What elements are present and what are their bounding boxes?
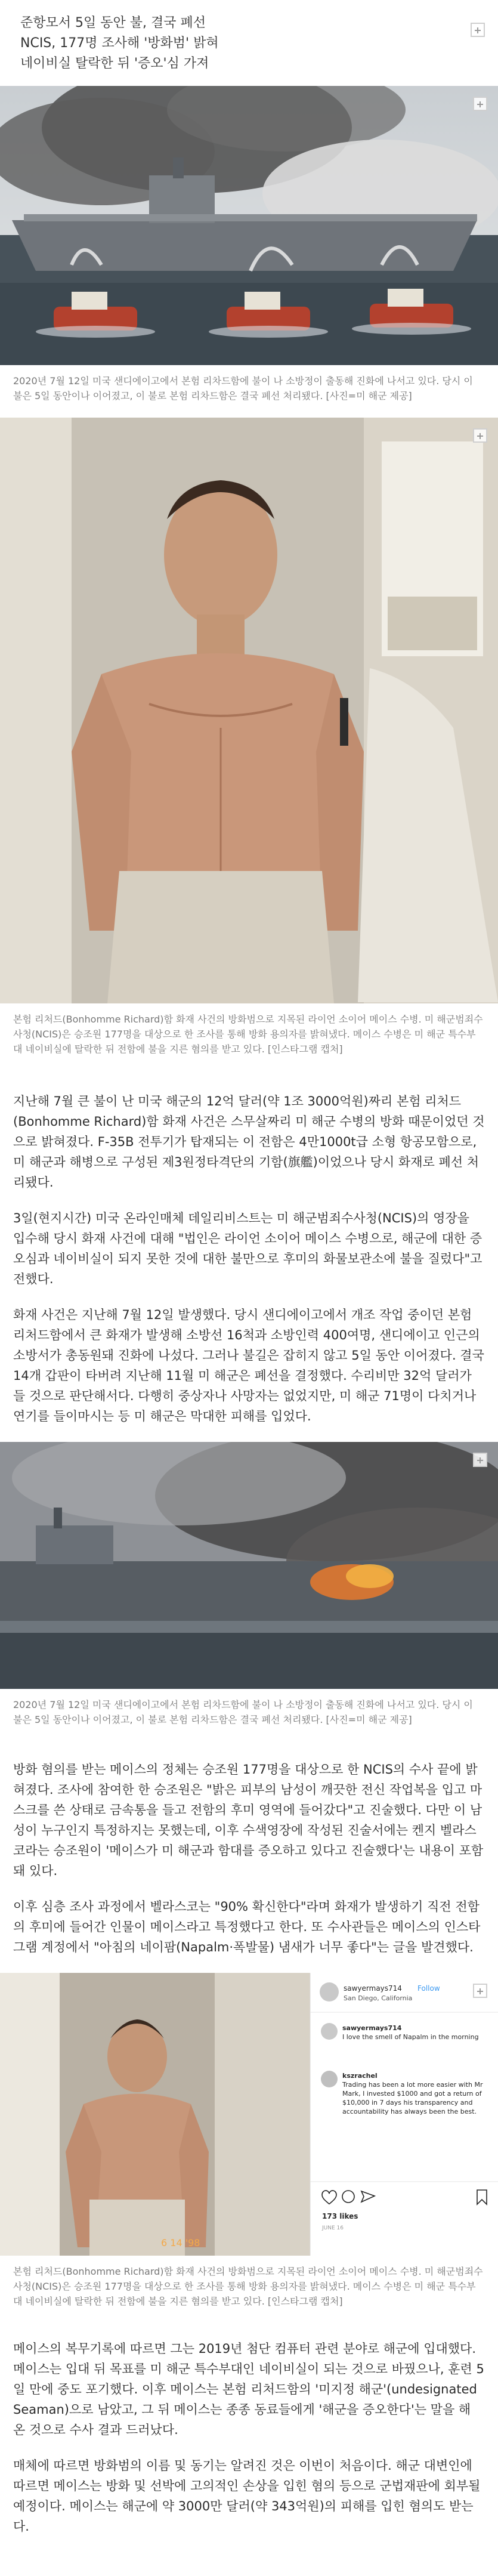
photo-caption: 본험 리처드(Bonhomme Richard)함 화재 사건의 방화범으로 지목된 라이언 소이어 메이스 수병. 미 해군범죄수사청(NCIS)은 승조원 177명을 대상으로 한 조사를 통해 방화 용의자를 밝혀냈다. 메이스 수병은 미 해군 특수부대 네이비실에 탈락한 뒤 전함에 불을 지른 혐의를 받고 있다. [인스타그램 캡처]: [0, 1003, 498, 1071]
ig-username: sawyermays714: [344, 1984, 402, 1993]
headline-line: 준항모서 5일 동안 불, 결국 폐선: [20, 16, 206, 30]
ig-location: San Diego, California: [344, 1994, 413, 2002]
zoom-icon[interactable]: [473, 428, 487, 443]
article-body: [0, 1741, 498, 1957]
article-paragraph: 지난해 7월 큰 불이 난 미국 해군의 12억 달러(약 1조 3000억원)짜리 본험 리처드(Bonhomme Richard)함 화재 사건은 스무살짜리 미 해군 수병의 방화 때문이었던 것으로 밝혀졌다. F-35B 전투기가 탑재되는 이 전함은 4만1000t급 소형 항공모함으로, 미 해군과 해병으로 구성된 제3원정타격단의 기함(旗艦)이었으나 당시 화재로 폐선 처리됐다.: [13, 1094, 485, 1190]
article-body: [0, 1071, 498, 1426]
suspect-portrait-photo: [0, 418, 498, 1003]
article-paragraph: 3일(현지시간) 미국 온라인매체 데일리비스트는 미 해군범죄수사청(NCIS)의 영장을 입수해 당시 화재 사건에 대해 "법인은 라이언 소이어 메이스 수병으로, 해군에 대한 증오심과 네이비실이 되지 못한 것에 대한 불만으로 후미의 화물보관소에 불을 질렀다"고 전했다.: [13, 1211, 482, 1286]
article-paragraph: 이후 심층 조사 과정에서 벨라스코는 "90% 확신한다"라며 화재가 발생하기 직전 전함의 후미에 들어간 인물이 메이스라고 특정했다고 한다. 또 수사관들은 메이스의 인스타그램 계정에서 "아침의 네이팜(Napalm·폭발물) 냄새가 너무 좋다"는 글을 발견했다.: [13, 1899, 481, 1954]
photo-caption: 본험 리처드(Bonhomme Richard)함 화재 사건의 방화범으로 지목된 라이언 소이어 메이스 수병. 미 해군범죄수사청(NCIS)은 승조원 177명을 대상으로 한 조사를 통해 방화 용의자를 밝혀냈다. 메이스 수병은 미 해군 특수부대 네이비실에 탈락한 뒤 전함에 불을 지른 혐의를 받고 있다. [인스타그램 캡처]: [0, 2256, 498, 2323]
ig-comment-user: kszrachel: [342, 2072, 378, 2080]
instagram-screenshot: [0, 1973, 498, 2256]
article-body: [0, 2323, 498, 2576]
article-paragraph: 매체에 따르면 방화범의 이름 및 동기는 알려진 것은 이번이 처음이다. 해군 대변인에 따르면 메이스는 방화 및 선박에 고의적인 손상을 입힌 혐의 등으로 군법재판에 회부될 예정이다. 메이스는 해군에 약 3000만 달러(약 343억원)의 피해를 입힌 혐의도 받는다.: [13, 2458, 481, 2534]
ig-follow: Follow: [417, 1984, 440, 1993]
zoom-icon[interactable]: [471, 23, 485, 37]
photo-suspect-portrait: [0, 418, 498, 1003]
ig-comment-text: Trading has been a lot more easier with Mr Mark, I invested $1000 and got a return of $10,000 in 7 days his transparency and accountability has always been the best.: [342, 2081, 483, 2115]
photo-date-stamp: 6 14 '98: [161, 2237, 200, 2248]
headline-box: [0, 0, 498, 86]
headline-line: NCIS, 177명 조사해 '방화범' 밝혀: [20, 36, 219, 51]
headline-line: 네이비실 탈락한 뒤 '증오'심 가져: [20, 56, 209, 71]
photo-instagram-capture: [0, 1973, 498, 2256]
photo-ship-fire-2: [0, 1442, 498, 1689]
photo-ship-fire-1: [0, 86, 498, 365]
ig-date: JUNE 16: [322, 2225, 344, 2231]
zoom-icon[interactable]: [473, 97, 487, 111]
ig-likes: 173 likes: [322, 2212, 358, 2220]
zoom-icon[interactable]: [473, 1453, 487, 1467]
ig-comment-text: I love the smell of Napalm in the morning: [342, 2033, 479, 2041]
photo-caption: 2020년 7월 12일 미국 샌디에이고에서 본험 리차드함에 불이 나 소방정이 출동해 진화에 나서고 있다. 당시 이 불은 5일 동안이나 이어졌고, 이 불로 본험 리차드함은 결국 폐선 처리됐다. [사진=미 해군 제공]: [0, 1689, 498, 1741]
ship-fire-photo: [0, 1442, 498, 1689]
article-paragraph: 방화 혐의를 받는 메이스의 정체는 승조원 177명을 대상으로 한 NCIS의 수사 끝에 밝혀졌다. 조사에 참여한 한 승조원은 "밝은 피부의 남성이 깨끗한 전신 작업복을 입고 마스크를 쓴 상태로 금속통을 들고 전함의 후미 영역에 들어갔다"고 진술했다. 다만 이 남성이 누구인지 특정하지는 못했는데, 이후 수색영장에 작성된 진술서에는 켄지 벨라스코라는 승조원이 '메이스가 미 해군과 함대를 증오하고 있다고 진술했다'는 내용이 포함돼 있다.: [13, 1762, 484, 1878]
zoom-icon[interactable]: [473, 1984, 487, 1998]
photo-caption: 2020년 7월 12일 미국 샌디에이고에서 본험 리차드함에 불이 나 소방정이 출동해 진화에 나서고 있다. 당시 이 불은 5일 동안이나 이어졌고, 이 불로 본험 리차드함은 결국 폐선 처리됐다. [사진=미 해군 제공]: [0, 365, 498, 418]
article-paragraph: 화재 사건은 지난해 7월 12일 발생했다. 당시 샌디에이고에서 개조 작업 중이던 본험 리처드함에서 큰 화재가 발생해 소방선 16척과 소방인력 400여명, 샌디에이고 인근의 소방서가 총동원돼 진화에 나섰다. 그러나 불길은 잡히지 않고 5일 동안 이어졌다. 결국 14개 갑판이 타버려 지난해 11월 미 해군은 폐선을 결정했다. 수리비만 32억 달러가 들 것으로 판단해서다. 다행히 중상자나 사망자는 없었지만, 미 해군 71명이 다치거나 연기를 들이마시는 등 미 해군은 막대한 피해를 입었다.: [13, 1308, 484, 1423]
ship-fire-photo: [0, 86, 498, 365]
ig-comment-user: sawyermays714: [342, 2024, 402, 2032]
article-paragraph: 메이스의 복무기록에 따르면 그는 2019년 첨단 컴퓨터 관련 분야로 해군에 입대했다. 메이스는 입대 뒤 목표를 미 해군 특수부대인 네이비실이 되는 것으로 바꿨으나, 훈련 5일 만에 중도 포기했다. 이후 메이스는 본험 리처드함의 '미지정 해군'(undesignated Seaman)으로 남았고, 그 뒤 메이스는 종종 동료들에게 '해군을 증오한다'는 말을 해 온 것으로 수사 결과 드러났다.: [13, 2342, 484, 2437]
